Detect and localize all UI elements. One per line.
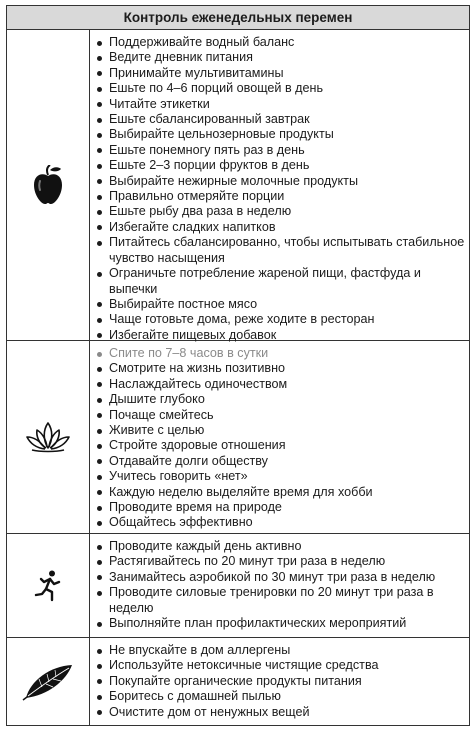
environment-section bbox=[7, 638, 469, 726]
list-item: Боритесь с домашней пылью bbox=[96, 689, 469, 704]
list-item: Отдавайте долги обществу bbox=[96, 454, 469, 469]
list-item: Почаще смейтесь bbox=[96, 408, 469, 423]
list-item: Избегайте сладких напитков bbox=[96, 220, 469, 235]
table-title: Контроль еженедельных перемен bbox=[7, 6, 469, 30]
leaf-icon bbox=[7, 638, 90, 726]
list-item: Выбирайте цельнозерновые продукты bbox=[96, 127, 469, 142]
list-item: Правильно отмеряйте порции bbox=[96, 189, 469, 204]
list-item: Выбирайте постное мясо bbox=[96, 297, 469, 312]
list-item: Избегайте пищевых добавок bbox=[96, 328, 469, 343]
list-item: Наслаждайтесь одиночеством bbox=[96, 377, 469, 392]
list-item: Ешьте рыбу два раза в неделю bbox=[96, 204, 469, 219]
list-item: Ешьте сбалансированный завтрак bbox=[96, 112, 469, 127]
list-item: Очистите дом от ненужных вещей bbox=[96, 705, 469, 720]
list-item: Живите с целью bbox=[96, 423, 469, 438]
list-item: Ешьте по 4–6 порций овощей в день bbox=[96, 81, 469, 96]
list-item: Спите по 7–8 часов в сутки bbox=[96, 346, 469, 361]
list-item: Проводите каждый день активно bbox=[96, 539, 469, 554]
list-item: Читайте этикетки bbox=[96, 97, 469, 112]
environment-list bbox=[90, 638, 469, 726]
activity-section bbox=[7, 534, 469, 638]
list-item: Питайтесь сбалансированно, чтобы испытывать стабильное чувство насыщения bbox=[96, 235, 469, 266]
lotus-icon bbox=[7, 341, 90, 533]
mind-section bbox=[7, 341, 469, 534]
list-item: Учитесь говорить «нет» bbox=[96, 469, 469, 484]
nutrition-list bbox=[90, 30, 469, 340]
list-item: Поддерживайте водный баланс bbox=[96, 35, 469, 50]
list-item: Ограничьте потребление жареной пищи, фастфуда и выпечки bbox=[96, 266, 469, 297]
list-item: Принимайте мультивитамины bbox=[96, 66, 469, 81]
list-item: Общайтесь эффективно bbox=[96, 515, 469, 530]
list-item: Выбирайте нежирные молочные продукты bbox=[96, 174, 469, 189]
list-item: Дышите глубоко bbox=[96, 392, 469, 407]
list-item: Растягивайтесь по 20 минут три раза в неделю bbox=[96, 554, 469, 569]
list-item: Проводите силовые тренировки по 20 минут три раза в неделю bbox=[96, 585, 469, 616]
list-item: Занимайтесь аэробикой по 30 минут три раза в неделю bbox=[96, 570, 469, 585]
weekly-changes-table bbox=[6, 5, 470, 726]
mind-list bbox=[90, 341, 469, 533]
list-item: Покупайте органические продукты питания bbox=[96, 674, 469, 689]
list-item: Выполняйте план профилактических мероприятий bbox=[96, 616, 469, 631]
list-item: Каждую неделю выделяйте время для хобби bbox=[96, 485, 469, 500]
list-item: Ешьте 2–3 порции фруктов в день bbox=[96, 158, 469, 173]
list-item: Проводите время на природе bbox=[96, 500, 469, 515]
list-item: Не впускайте в дом аллергены bbox=[96, 643, 469, 658]
apple-icon bbox=[7, 30, 90, 340]
list-item: Чаще готовьте дома, реже ходите в ресторан bbox=[96, 312, 469, 327]
list-item: Ешьте понемногу пять раз в день bbox=[96, 143, 469, 158]
list-item: Ведите дневник питания bbox=[96, 50, 469, 65]
activity-list bbox=[90, 534, 469, 637]
nutrition-section bbox=[7, 30, 469, 341]
list-item: Используйте нетоксичные чистящие средства bbox=[96, 658, 469, 673]
list-item: Смотрите на жизнь позитивно bbox=[96, 361, 469, 376]
running-person-icon bbox=[7, 534, 90, 637]
list-item: Стройте здоровые отношения bbox=[96, 438, 469, 453]
